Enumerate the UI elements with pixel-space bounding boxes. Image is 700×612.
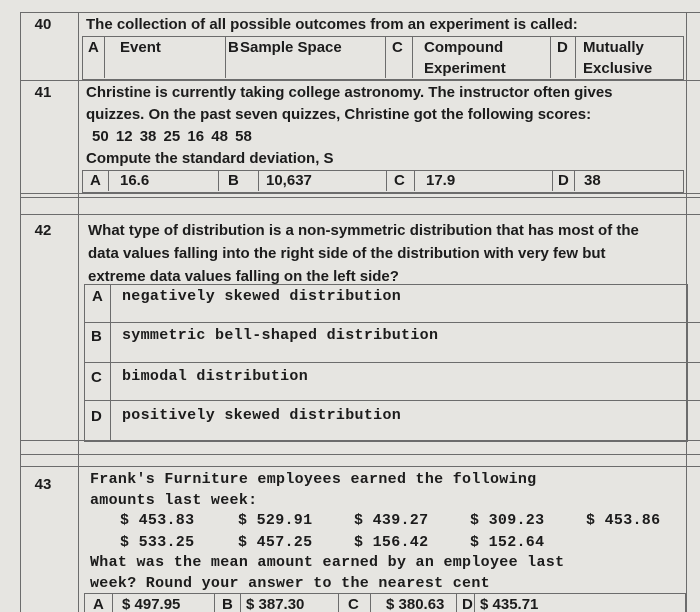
option-letter-b: B [228, 172, 239, 189]
option-text-a[interactable]: $ 497.95 [122, 596, 181, 612]
question-text-line: week? Round your answer to the nearest cent [90, 575, 490, 592]
question-text-line: extreme data values falling on the left side? [88, 268, 399, 285]
option-letter-b: B [228, 39, 239, 56]
question-text-line: data values falling into the right side of the distribution with very few but [88, 245, 606, 262]
amount: $ 439.27 [354, 512, 429, 529]
question-text-line: quizzes. On the past seven quizzes, Christine got the following scores: [86, 106, 592, 123]
option-text-c[interactable]: $ 380.63 [386, 596, 445, 612]
grid-line [370, 593, 371, 612]
grid-line [414, 170, 415, 191]
grid-line [104, 36, 105, 78]
option-text-b[interactable]: 10,637 [266, 172, 312, 189]
option-text-b[interactable]: symmetric bell-shaped distribution [122, 327, 439, 344]
option-text-c-line2[interactable]: Experiment [424, 60, 506, 77]
question-text: The collection of all possible outcomes from an experiment is called: [86, 16, 578, 33]
option-letter-a: A [93, 596, 104, 612]
question-number: 41 [34, 84, 52, 101]
question-text-line: Frank's Furniture employees earned the following [90, 471, 537, 488]
option-letter-c: C [91, 369, 102, 386]
option-text-a[interactable]: negatively skewed distribution [122, 288, 402, 305]
amount: $ 453.83 [120, 512, 195, 529]
grid-line [258, 170, 259, 191]
grid-line [575, 36, 576, 78]
question-number: 40 [34, 16, 52, 33]
amount: $ 152.64 [470, 534, 545, 551]
question-prompt: Compute the standard deviation, S [86, 150, 334, 167]
grid-line [84, 322, 700, 323]
grid-line [225, 36, 226, 78]
option-letter-a: A [92, 288, 103, 305]
grid-line [20, 80, 700, 81]
question-text-line: amounts last week: [90, 492, 258, 509]
question-text-line: Christine is currently taking college astronomy. The instructor often gives [86, 84, 613, 101]
option-letter-b: B [222, 596, 233, 612]
grid-line [386, 170, 387, 191]
option-letter-c: C [392, 39, 403, 56]
question-number: 42 [34, 222, 52, 239]
option-text-d[interactable]: positively skewed distribution [122, 407, 402, 424]
scores-list: 50 12 38 25 16 48 58 [92, 128, 252, 145]
option-text-d[interactable]: 38 [584, 172, 601, 189]
grid-line [20, 466, 700, 467]
amount: $ 457.25 [238, 534, 313, 551]
option-text-c[interactable]: bimodal distribution [122, 368, 309, 385]
grid-line [412, 36, 413, 78]
grid-line [112, 593, 113, 612]
option-letter-a: A [88, 39, 99, 56]
amount: $ 309.23 [470, 512, 545, 529]
option-text-c-line1[interactable]: Compound [424, 39, 504, 56]
option-letter-d: D [557, 39, 568, 56]
question-text-line: What was the mean amount earned by an employee last [90, 554, 565, 571]
grid-line [78, 12, 79, 612]
grid-line [574, 170, 575, 191]
grid-line [240, 593, 241, 612]
option-letter-a: A [90, 172, 101, 189]
option-letter-d: D [558, 172, 569, 189]
grid-line [338, 593, 339, 612]
option-text-d-line1[interactable]: Mutually [583, 39, 644, 56]
grid-line [385, 36, 386, 78]
amount: $ 533.25 [120, 534, 195, 551]
option-text-b[interactable]: $ 387.30 [246, 596, 305, 612]
grid-line [20, 440, 700, 441]
amount: $ 529.91 [238, 512, 313, 529]
grid-line [84, 400, 700, 401]
grid-line [552, 170, 553, 191]
option-text-d[interactable]: $ 435.71 [480, 596, 539, 612]
option-text-c[interactable]: 17.9 [426, 172, 456, 189]
grid-line [20, 193, 700, 194]
option-letter-d: D [91, 408, 102, 425]
option-letter-b: B [91, 328, 102, 345]
grid-line [214, 593, 215, 612]
grid-line [20, 214, 700, 215]
question-number: 43 [34, 476, 52, 493]
question-text-line: What type of distribution is a non-symmetric distribution that has most of the [88, 222, 639, 239]
grid-line [474, 593, 475, 612]
grid-line [218, 170, 219, 191]
grid-line [20, 12, 700, 13]
option-letter-c: C [348, 596, 359, 612]
option-letter-d: D [462, 596, 473, 612]
option-letter-c: C [394, 172, 405, 189]
grid-line [108, 170, 109, 191]
grid-line [84, 362, 700, 363]
option-text-a[interactable]: 16.6 [120, 172, 150, 189]
option-text-a[interactable]: Event [120, 39, 161, 56]
amount: $ 156.42 [354, 534, 429, 551]
grid-line [20, 12, 21, 612]
grid-line [20, 197, 700, 198]
grid-line [456, 593, 457, 612]
grid-line [550, 36, 551, 78]
option-text-b[interactable]: Sample Space [240, 39, 342, 56]
amount: $ 453.86 [586, 512, 661, 529]
option-text-d-line2[interactable]: Exclusive [583, 60, 653, 77]
grid-line [20, 454, 700, 455]
